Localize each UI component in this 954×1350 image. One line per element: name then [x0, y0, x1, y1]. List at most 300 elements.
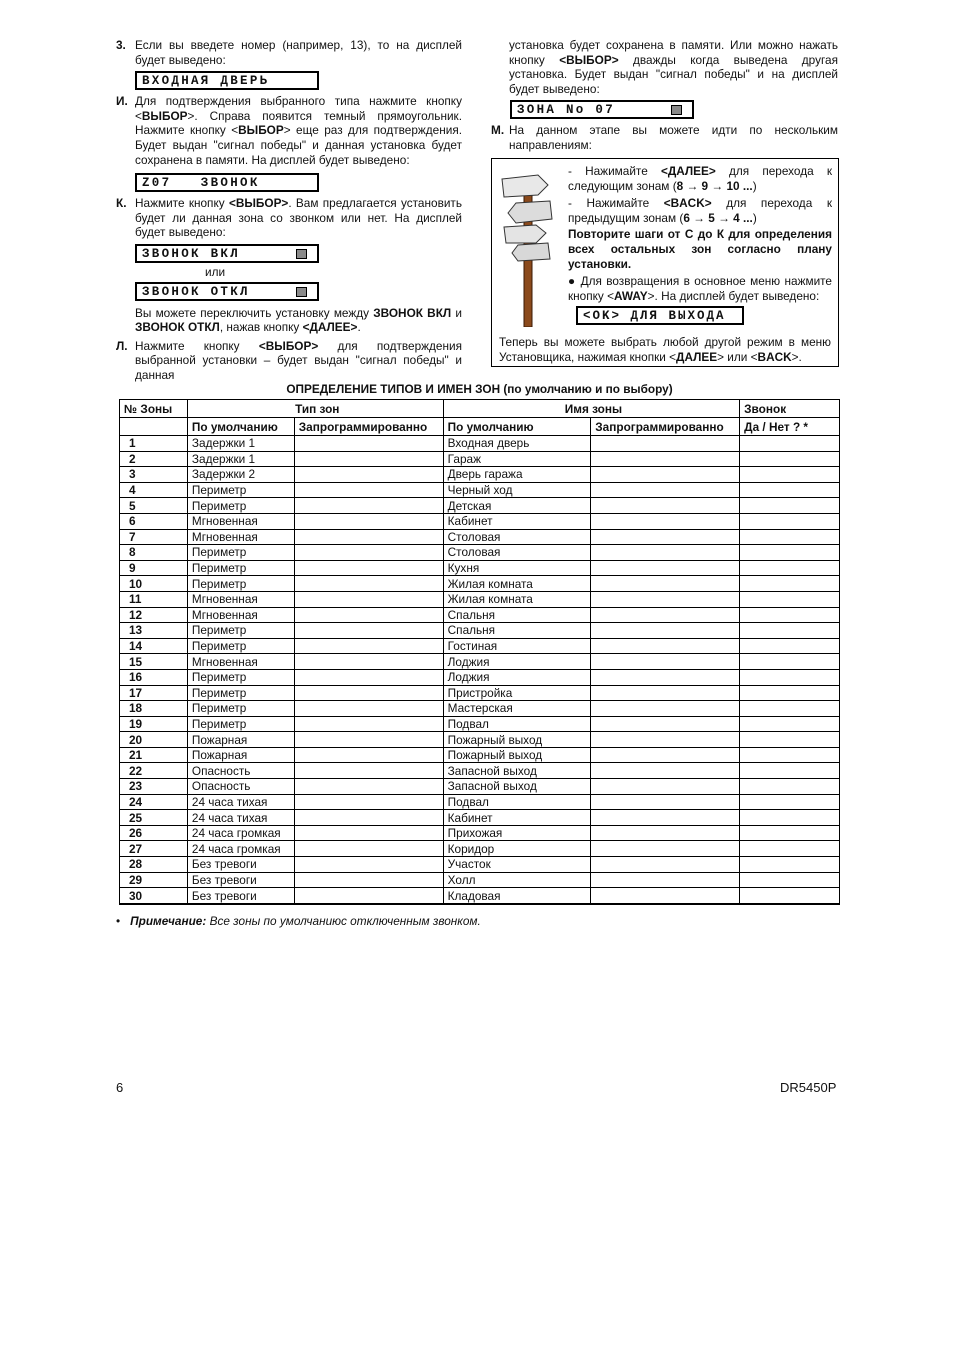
default-name: Кабинет	[443, 810, 591, 826]
programmed-type	[294, 482, 443, 498]
programmed-name	[591, 591, 740, 607]
default-name: Входная дверь	[443, 436, 591, 452]
table-row	[120, 607, 840, 623]
table-row	[120, 669, 840, 685]
text: Вы можете переключить установку между	[135, 305, 374, 320]
default-type: Периметр	[187, 545, 294, 561]
step-text: На данном этапе вы можете идти по нескольким направлениям:	[509, 123, 838, 152]
programmed-type	[294, 638, 443, 654]
table-row	[120, 529, 840, 545]
page-number: 6	[116, 1080, 124, 1095]
bell-setting	[740, 451, 840, 467]
text: Для подтверждения выбранного типа нажмите кнопку <	[135, 94, 462, 123]
table-row	[120, 685, 840, 701]
programmed-type	[294, 654, 443, 670]
table-row	[120, 591, 840, 607]
programmed-name	[591, 529, 740, 545]
default-name: Подвал	[443, 794, 591, 810]
zone-number: 19	[120, 716, 188, 732]
step-label: М.	[491, 123, 505, 138]
note-text: Все зоны по умолчаниюс отключенным звонком.	[206, 914, 481, 928]
default-type: Периметр	[187, 685, 294, 701]
default-name: Лоджия	[443, 654, 591, 670]
zone-number: 1	[120, 436, 188, 452]
programmed-name	[591, 436, 740, 452]
programmed-type	[294, 513, 443, 529]
text: ● Для возвращения в основное меню нажмите кнопку <	[568, 274, 832, 303]
table-row	[120, 794, 840, 810]
programmed-type	[294, 529, 443, 545]
default-name: Дверь гаража	[443, 467, 591, 483]
default-type: Опасность	[187, 763, 294, 779]
programmed-name	[591, 841, 740, 857]
zone-number: 27	[120, 841, 188, 857]
default-name: Пожарный выход	[443, 732, 591, 748]
default-type: Задержки 2	[187, 467, 294, 483]
table-row	[120, 467, 840, 483]
bell-setting	[740, 857, 840, 873]
lcd-display: <OK> ДЛЯ ВЫХОДА	[576, 306, 744, 325]
table-row	[120, 451, 840, 467]
header-zone-name: Имя зоны	[443, 400, 740, 418]
key-name: <ДАЛЕЕ>	[302, 320, 358, 335]
default-type: Без тревоги	[187, 888, 294, 904]
default-type: 24 часа громкая	[187, 841, 294, 857]
text: Нажмите кнопку	[135, 338, 259, 353]
key-name: ЗВОНОК ОТКЛ	[135, 320, 220, 335]
programmed-name	[591, 513, 740, 529]
step-i	[116, 94, 462, 167]
programmed-type	[294, 560, 443, 576]
default-type: Периметр	[187, 669, 294, 685]
bell-setting	[740, 623, 840, 639]
programmed-type	[294, 716, 443, 732]
cursor-square-icon	[671, 105, 682, 115]
default-type: Мгновенная	[187, 513, 294, 529]
header-yes-no: Да / Нет ? *	[740, 418, 840, 436]
text: > еще раз для подтверждения. Будет выдан "сигнал победы" и данная установка будет сохранена в памяти. На дисплей будет выведено:	[135, 123, 463, 167]
text: и	[451, 305, 463, 320]
programmed-name	[591, 545, 740, 561]
zone-number: 14	[120, 638, 188, 654]
table-row	[120, 747, 840, 763]
text: установка будет сохранена в памяти. Или можно нажать кнопку	[509, 38, 838, 67]
option-next	[568, 164, 832, 193]
zone-number: 18	[120, 701, 188, 717]
text: для перехода к следующим зонам (	[568, 164, 832, 193]
header-programmed: Запрограммированно	[294, 418, 443, 436]
programmed-name	[591, 498, 740, 514]
text: - Нажимайте	[568, 196, 664, 211]
table-row	[120, 498, 840, 514]
programmed-name	[591, 779, 740, 795]
default-name: Участок	[443, 857, 591, 873]
table-row	[120, 560, 840, 576]
zone-number: 8	[120, 545, 188, 561]
table-row	[120, 436, 840, 452]
lcd-display	[135, 282, 319, 301]
programmed-type	[294, 732, 443, 748]
default-name: Холл	[443, 872, 591, 888]
zone-number: 29	[120, 872, 188, 888]
programmed-type	[294, 872, 443, 888]
default-name: Кладовая	[443, 888, 591, 904]
programmed-name	[591, 451, 740, 467]
programmed-name	[591, 685, 740, 701]
header-zone-type: Тип зон	[187, 400, 443, 418]
table-row	[120, 701, 840, 717]
programmed-type	[294, 857, 443, 873]
options-box	[491, 158, 839, 367]
right-column	[491, 38, 838, 153]
step-label: И.	[116, 94, 128, 109]
default-type: Периметр	[187, 482, 294, 498]
default-type: Мгновенная	[187, 529, 294, 545]
bell-setting	[740, 685, 840, 701]
programmed-name	[591, 623, 740, 639]
table-note	[116, 914, 481, 929]
default-name: Подвал	[443, 716, 591, 732]
header-bell: Звонок	[740, 400, 840, 418]
programmed-name	[591, 794, 740, 810]
default-name: Коридор	[443, 841, 591, 857]
option-back	[568, 196, 832, 225]
programmed-type	[294, 576, 443, 592]
default-name: Кухня	[443, 560, 591, 576]
key-name: <ДАЛЕЕ>	[660, 164, 716, 178]
default-name: Жилая комната	[443, 576, 591, 592]
table-title: ОПРЕДЕЛЕНИЕ ТИПОВ И ИМЕН ЗОН (по умолчанию и по выбору)	[286, 382, 673, 396]
default-type: Опасность	[187, 779, 294, 795]
sequence: 8 → 9 → 10 ...	[676, 178, 753, 193]
table-row	[120, 888, 840, 904]
key-name: <ВЫБОР>	[258, 338, 319, 353]
programmed-name	[591, 872, 740, 888]
table-row	[120, 576, 840, 592]
option-away	[568, 274, 832, 303]
lcd-text: ЗВОНОК ВКЛ	[142, 246, 241, 261]
default-name: Пожарный выход	[443, 747, 591, 763]
default-type: Без тревоги	[187, 857, 294, 873]
zone-number: 13	[120, 623, 188, 639]
repeat-note: Повторите шаги от С до К для определения всех остальных зон согласно плану установки.	[568, 227, 832, 271]
header-default: По умолчанию	[187, 418, 294, 436]
programmed-name	[591, 747, 740, 763]
step-l	[116, 339, 462, 383]
programmed-name	[591, 701, 740, 717]
lcd-display	[135, 244, 319, 263]
model-number: DR5450P	[780, 1080, 837, 1095]
zone-number: 30	[120, 888, 188, 904]
zone-number: 21	[120, 747, 188, 763]
text: . Вам предлагается установить будет ли данная зона со звонком или нет. На дисплей будет выведено:	[135, 196, 462, 240]
programmed-type	[294, 685, 443, 701]
lcd-display: ВХОДНАЯ ДВЕРЬ	[135, 71, 319, 90]
bell-setting	[740, 576, 840, 592]
bell-setting	[740, 638, 840, 654]
default-type: Пожарная	[187, 732, 294, 748]
default-name: Лоджия	[443, 669, 591, 685]
text: )	[752, 178, 757, 193]
key-name: ЗВОНОК ВКЛ	[373, 305, 452, 320]
text: > или <	[717, 349, 758, 364]
default-name: Черный ход	[443, 482, 591, 498]
programmed-name	[591, 607, 740, 623]
table-row	[120, 513, 840, 529]
bell-setting	[740, 841, 840, 857]
lcd-text: ЗВОНОК ОТКЛ	[142, 284, 250, 299]
header-zone-num: № Зоны	[120, 400, 188, 418]
zone-number: 7	[120, 529, 188, 545]
table-row	[120, 638, 840, 654]
step-label: Л.	[116, 338, 128, 353]
installer-menu-note	[499, 335, 831, 364]
zone-number: 3	[120, 467, 188, 483]
step-label: К.	[116, 196, 127, 211]
default-name: Мастерская	[443, 701, 591, 717]
programmed-name	[591, 763, 740, 779]
default-type: Периметр	[187, 638, 294, 654]
bell-setting	[740, 888, 840, 904]
programmed-name	[591, 482, 740, 498]
zone-number: 26	[120, 825, 188, 841]
bell-setting	[740, 825, 840, 841]
zone-number: 23	[120, 779, 188, 795]
bell-setting	[740, 732, 840, 748]
table-row	[120, 825, 840, 841]
programmed-name	[591, 825, 740, 841]
zone-number: 17	[120, 685, 188, 701]
programmed-type	[294, 841, 443, 857]
default-type: Задержки 1	[187, 436, 294, 452]
table-row	[120, 716, 840, 732]
key-name: AWAY	[613, 288, 648, 303]
default-name: Запасной выход	[443, 779, 591, 795]
continuation	[491, 38, 838, 96]
programmed-type	[294, 436, 443, 452]
bell-setting	[740, 545, 840, 561]
table-row	[120, 623, 840, 639]
programmed-type	[294, 467, 443, 483]
step-m	[491, 123, 838, 152]
zone-number: 20	[120, 732, 188, 748]
bell-setting	[740, 607, 840, 623]
header-empty	[120, 418, 188, 436]
table-row	[120, 810, 840, 826]
text: - Нажимайте	[568, 164, 661, 178]
lcd-display: Z07 ЗВОНОК	[135, 173, 319, 192]
programmed-type	[294, 451, 443, 467]
bell-setting	[740, 482, 840, 498]
zone-number: 9	[120, 560, 188, 576]
programmed-name	[591, 576, 740, 592]
programmed-type	[294, 669, 443, 685]
default-name: Столовая	[443, 545, 591, 561]
default-type: Мгновенная	[187, 591, 294, 607]
programmed-name	[591, 810, 740, 826]
bell-setting	[740, 498, 840, 514]
programmed-type	[294, 623, 443, 639]
bell-setting	[740, 763, 840, 779]
zone-number: 16	[120, 669, 188, 685]
table-row	[120, 841, 840, 857]
zone-number: 22	[120, 763, 188, 779]
header-programmed: Запрограммированно	[591, 418, 740, 436]
programmed-type	[294, 763, 443, 779]
note-label: Примечание:	[130, 914, 207, 928]
programmed-name	[591, 888, 740, 904]
default-name: Кабинет	[443, 513, 591, 529]
default-type: Пожарная	[187, 747, 294, 763]
default-name: Гостиная	[443, 638, 591, 654]
zone-number: 5	[120, 498, 188, 514]
programmed-name	[591, 716, 740, 732]
default-type: Периметр	[187, 623, 294, 639]
text: .	[357, 320, 361, 335]
default-name: Запасной выход	[443, 763, 591, 779]
key-name: ВЫБОР	[141, 108, 188, 123]
text: )	[752, 210, 757, 225]
bell-setting	[740, 810, 840, 826]
default-name: Пристройка	[443, 685, 591, 701]
default-type: Периметр	[187, 716, 294, 732]
lcd-display	[510, 100, 694, 119]
signpost-icon	[498, 167, 556, 327]
zone-number: 11	[120, 591, 188, 607]
programmed-type	[294, 779, 443, 795]
default-type: Задержки 1	[187, 451, 294, 467]
sequence: 6 → 5 → 4 ...	[683, 210, 753, 225]
bullet: •	[116, 914, 121, 928]
table-row	[120, 482, 840, 498]
zone-number: 24	[120, 794, 188, 810]
programmed-name	[591, 638, 740, 654]
programmed-type	[294, 591, 443, 607]
lcd-text: ЗОНА No 07	[517, 103, 616, 118]
bell-setting	[740, 513, 840, 529]
key-name: <ВЫБОР>	[559, 52, 619, 67]
default-type: Периметр	[187, 560, 294, 576]
table-row	[120, 545, 840, 561]
step-3	[116, 38, 462, 67]
programmed-type	[294, 794, 443, 810]
text: , нажав кнопку	[219, 320, 303, 335]
programmed-name	[591, 732, 740, 748]
programmed-name	[591, 669, 740, 685]
table-row	[120, 732, 840, 748]
table-row	[120, 654, 840, 670]
step-label: 3.	[116, 38, 126, 52]
default-name: Прихожая	[443, 825, 591, 841]
zone-number: 6	[120, 513, 188, 529]
programmed-type	[294, 498, 443, 514]
text: Нажмите кнопку	[135, 196, 229, 211]
zone-number: 28	[120, 857, 188, 873]
cursor-square-icon	[296, 249, 307, 259]
text: >. На дисплей будет выведено:	[647, 288, 820, 303]
default-type: Мгновенная	[187, 654, 294, 670]
default-name: Спальня	[443, 607, 591, 623]
bell-setting	[740, 701, 840, 717]
programmed-type	[294, 888, 443, 904]
default-name: Детская	[443, 498, 591, 514]
zone-number: 15	[120, 654, 188, 670]
bell-setting	[740, 529, 840, 545]
default-name: Гараж	[443, 451, 591, 467]
key-name: <ВЫБОР>	[228, 196, 289, 211]
default-name: Спальня	[443, 623, 591, 639]
or-text: или	[205, 264, 226, 279]
zone-number: 25	[120, 810, 188, 826]
bell-setting	[740, 654, 840, 670]
default-type: 24 часа тихая	[187, 794, 294, 810]
zone-number: 4	[120, 482, 188, 498]
zone-number: 12	[120, 607, 188, 623]
step-text: Если вы введете номер (например, 13), то на дисплей будет выведено:	[135, 38, 462, 67]
text: для перехода к предыдущим зонам (	[568, 196, 832, 225]
left-column	[116, 38, 462, 383]
default-type: Периметр	[187, 701, 294, 717]
table-body	[120, 436, 840, 904]
text: >. Справа появится темный прямоугольник. Нажмите кнопку <	[135, 108, 462, 138]
cursor-square-icon	[296, 287, 307, 297]
options-text	[568, 164, 832, 325]
table-row	[120, 857, 840, 873]
header-default: По умолчанию	[443, 418, 591, 436]
text: дважды когда выведена другая установка. Будет выдан "сигнал победы" и на дисплей будет выведено:	[509, 52, 838, 96]
bell-setting	[740, 591, 840, 607]
default-type: 24 часа тихая	[187, 810, 294, 826]
text: Теперь вы можете выбрать любой другой режим в меню Установщика, нажимая кнопки <	[499, 335, 831, 364]
bell-setting	[740, 560, 840, 576]
default-type: Без тревоги	[187, 872, 294, 888]
default-name: Столовая	[443, 529, 591, 545]
text: для подтверждения выбранной установки – будет выдан "сигнал победы" и данная	[135, 338, 462, 382]
bell-setting	[740, 779, 840, 795]
toggle-paragraph	[116, 306, 462, 335]
bell-setting	[740, 436, 840, 452]
programmed-type	[294, 607, 443, 623]
key-name: <BACK>	[663, 196, 712, 211]
bell-setting	[740, 872, 840, 888]
programmed-type	[294, 545, 443, 561]
key-name: ДАЛЕЕ	[676, 349, 718, 364]
key-name: BACK	[757, 349, 792, 364]
bell-setting	[740, 669, 840, 685]
default-name: Жилая комната	[443, 591, 591, 607]
key-name: ВЫБОР	[238, 123, 284, 138]
table-row	[120, 779, 840, 795]
default-type: Периметр	[187, 498, 294, 514]
default-type: 24 часа громкая	[187, 825, 294, 841]
zone-table	[119, 399, 840, 905]
programmed-name	[591, 560, 740, 576]
default-type: Мгновенная	[187, 607, 294, 623]
programmed-name	[591, 467, 740, 483]
programmed-type	[294, 747, 443, 763]
step-k	[116, 196, 462, 240]
programmed-type	[294, 825, 443, 841]
table-row	[120, 872, 840, 888]
zone-number: 10	[120, 576, 188, 592]
text: >.	[791, 349, 802, 364]
programmed-name	[591, 654, 740, 670]
bell-setting	[740, 467, 840, 483]
table-row	[120, 763, 840, 779]
programmed-name	[591, 857, 740, 873]
bell-setting	[740, 716, 840, 732]
default-type: Периметр	[187, 576, 294, 592]
